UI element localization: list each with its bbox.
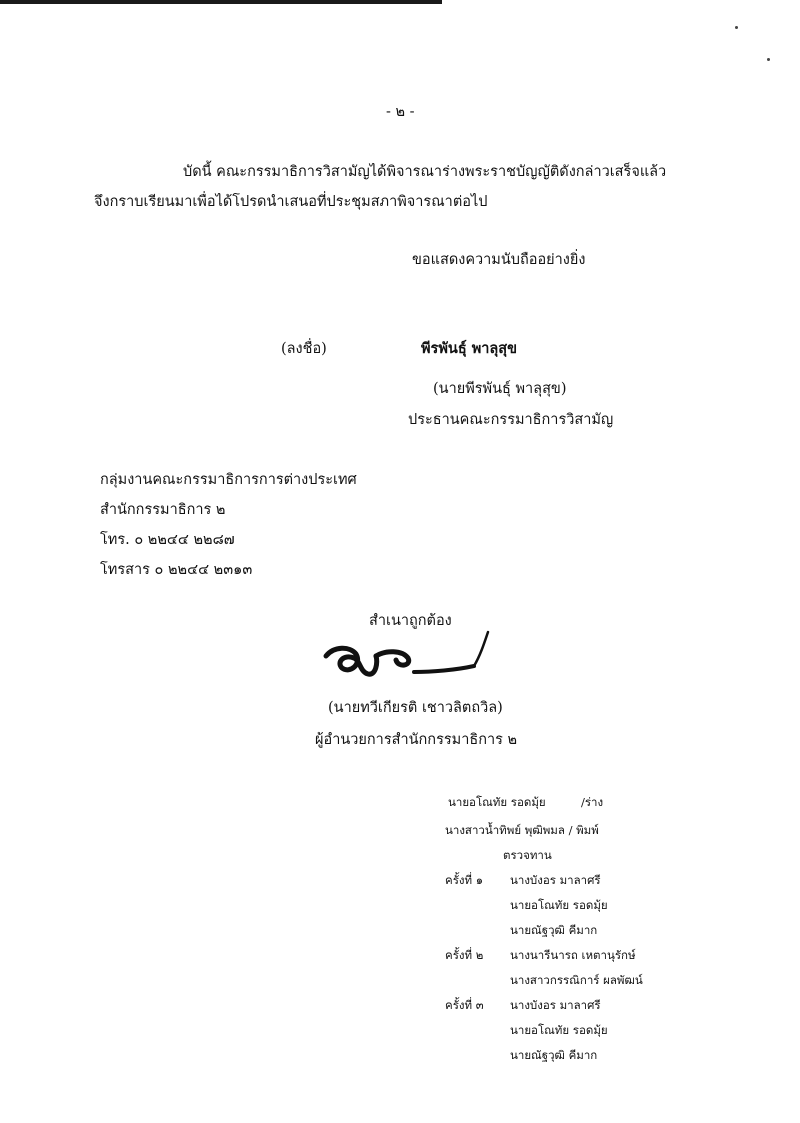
contact-fax: โทรสาร ๐ ๒๒๔๔ ๒๓๑๓ (100, 562, 253, 578)
scan-top-border (0, 0, 442, 4)
contact-tel: โทร. ๐ ๒๒๔๔ ๒๒๘๗ (100, 532, 235, 548)
review-round-1-person: นายอโณทัย รอดมุ้ย (510, 898, 608, 912)
contact-bureau: สำนักกรรมาธิการ ๒ (100, 502, 226, 518)
review-round-1-label: ครั้งที่ ๑ (445, 873, 484, 887)
review-round-2-person: นางนารีนารถ เหตานุรักษ์ (510, 948, 636, 962)
review-round-3-label: ครั้งที่ ๓ (445, 998, 484, 1012)
sign-label: (ลงชื่อ) (281, 341, 327, 357)
signatory-full-name: (นายพีรพันธุ์ พาลุสุข) (433, 381, 567, 397)
certifier-position: ผู้อำนวยการสำนักกรรมาธิการ ๒ (315, 732, 518, 748)
scan-speck (735, 26, 738, 29)
review-round-1-person: นางบังอร มาลาศรี (510, 873, 601, 887)
signed-name: พีรพันธุ์ พาลุสุข (421, 340, 518, 357)
contact-group: กลุ่มงานคณะกรรมาธิการการต่างประเทศ (100, 472, 357, 488)
review-round-2-person: นางสาวกรรณิการ์ ผลพัฒน์ (510, 973, 643, 987)
review-round-2-label: ครั้งที่ ๒ (445, 948, 484, 962)
certified-copy-label: สำเนาถูกต้อง (369, 613, 452, 629)
review-heading: ตรวจทาน (503, 848, 552, 862)
closing-text: ขอแสดงความนับถืออย่างยิ่ง (412, 252, 586, 268)
scan-speck (767, 58, 770, 61)
review-round-3-person: นายอโณทัย รอดมุ้ย (510, 1023, 608, 1037)
handwritten-signature (316, 628, 506, 690)
signatory-position: ประธานคณะกรรมาธิการวิสามัญ (408, 412, 614, 428)
body-line-2: จึงกราบเรียนมาเพื่อได้โปรดนำเสนอที่ประชุมสภาพิจารณาต่อไป (94, 194, 488, 210)
review-round-3-person: นางบังอร มาลาศรี (510, 998, 601, 1012)
drafter-role: /ร่าง (581, 795, 604, 809)
review-round-1-person: นายณัฐวุฒิ คีมาก (510, 923, 598, 937)
review-round-3-person: นายณัฐวุฒิ คีมาก (510, 1048, 598, 1062)
body-line-1: บัดนี้ คณะกรรมาธิการวิสามัญได้พิจารณาร่างพระราชบัญญัติดังกล่าวเสร็จแล้ว (183, 164, 667, 180)
page-number: - ๒ - (386, 104, 415, 120)
certifier-name: (นายทวีเกียรติ เชาวลิตถวิล) (328, 700, 503, 716)
drafter-name: นายอโณทัย รอดมุ้ย (448, 795, 546, 809)
typist-line: นางสาวน้ำทิพย์ พุฒิพมล / พิมพ์ (445, 823, 599, 837)
